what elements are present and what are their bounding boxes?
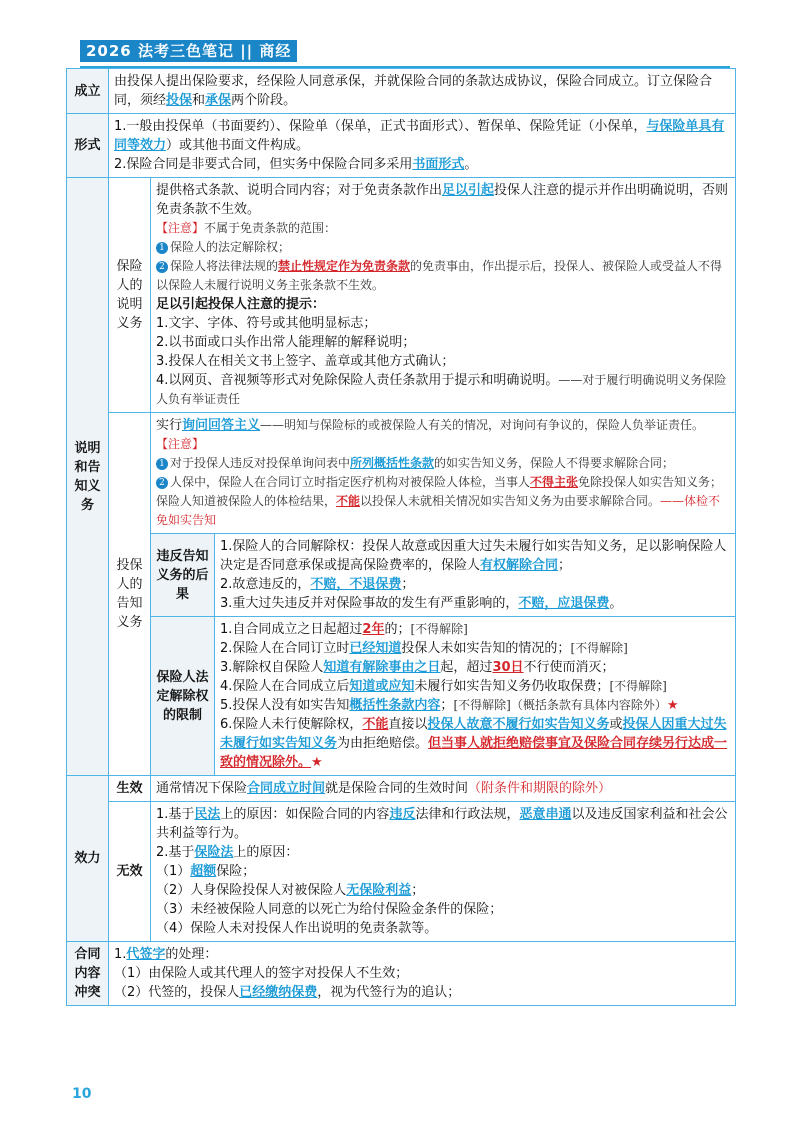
invalid-item-6: （4）保险人未对投保人作出说明的免责条款等。	[156, 921, 438, 936]
invalid-1-keyword-2: 违反	[389, 807, 416, 822]
star-icon: ★	[311, 755, 323, 770]
xingshi-content	[109, 114, 736, 178]
limit-2-b: 投保人未如实告知的情况的；	[401, 641, 571, 656]
explain-note	[156, 219, 730, 238]
explain-text-1b: 投保人注意的提示并作出明确说明，否则免责条款不生效。	[156, 183, 729, 217]
explain-list-2: 2.以书面或口头作出常人能理解的解释说明；	[156, 335, 416, 350]
consequence-3-b: 。	[609, 596, 623, 611]
row-shuoming	[67, 178, 736, 413]
effective-content	[151, 776, 736, 802]
row-head-chongtu: 合同内容冲突	[67, 942, 109, 1006]
row-xiaoli-invalid	[67, 802, 736, 942]
disclose-note-2-keyword-2: 不能	[336, 494, 361, 508]
chongtu-3-keyword: 已经缴纳保费	[239, 985, 318, 1000]
limit-4-tag: [不得解除]	[609, 679, 667, 693]
row-limits	[67, 617, 736, 776]
invalid-3-a: （1）	[156, 864, 191, 879]
disclose-note-title: 【注意】	[156, 437, 205, 451]
limit-5-a: 5.投保人没有如实告知	[220, 698, 350, 713]
circled-number-icon: 1	[156, 458, 168, 470]
chongtu-1-keyword: 代签字	[126, 947, 166, 962]
chongtu-3-b: ，视为代签行为的追认；	[317, 985, 461, 1000]
explain-keyword-1: 足以引起	[442, 183, 495, 198]
consequence-item-1	[220, 537, 730, 575]
effective-text-c: （附条件和期限的除外）	[468, 781, 612, 796]
row-head-xingshi: 形式	[67, 114, 109, 178]
consequence-item-2	[220, 575, 730, 594]
invalid-1-c: 法律和行政法规，	[415, 807, 520, 822]
subhead-insurer-explain: 保险人的说明义务	[109, 178, 151, 413]
chengli-text-1: 由投保人提出保险要求，经保险人同意承保，并就保险合同的条款达成协议，保险合同成立。订立保险合同，须经	[114, 74, 713, 108]
limit-4-keyword: 知道或应知	[349, 679, 415, 694]
subhead-effective: 生效	[109, 776, 151, 802]
explain-text-1a: 提供格式条款、说明合同内容；对于免责条款作出	[156, 183, 443, 198]
circled-number-icon: 2	[156, 477, 168, 489]
consequence-3-a: 3.重大过失违反并对保险事故的发生有严重影响的，	[220, 596, 519, 611]
disclose-note-2-c: 以投保人未就相关情况如实告知义务为由要求解除合同。	[360, 494, 661, 508]
disclose-text-1b: ——明知与保险标的或被保险人有关的情况，对询问有争议的，保险人负举证责任。	[260, 418, 705, 432]
limit-4-b: 未履行如实告知义务仍收取保费；	[414, 679, 610, 694]
explain-note-item-1	[156, 238, 730, 257]
disclose-keyword-1: 询问回答主义	[182, 418, 261, 433]
limit-6-c: 或	[609, 717, 623, 732]
limit-1-b: 的；	[384, 622, 411, 637]
effective-keyword: 合同成立时间	[247, 781, 326, 796]
explain-list-1: 1.文字、字体、符号或其他明显标志；	[156, 316, 377, 331]
row-head-chengli: 成立	[67, 69, 109, 114]
limit-6-keyword-3: 投保人因重大过失未履行如实告知义务	[220, 717, 727, 751]
limit-1-a: 1.自合同成立之日起超过	[220, 622, 363, 637]
invalid-4-b: ；	[411, 883, 425, 898]
limit-5-tag: [不得解除]	[453, 698, 511, 712]
explain-list-3: 3.投保人在相关文书上签字、盖章或其他方式确认；	[156, 354, 455, 369]
invalid-1-keyword: 民法	[194, 807, 221, 822]
explain-note-intro: 不属于免责条款的范围：	[204, 221, 337, 235]
explain-list-4-note: ——对于履行明确说明义务保险人负有举证责任	[156, 373, 727, 406]
consequence-2-b: ；	[401, 577, 415, 592]
xingshi-text-2b: 。	[464, 157, 478, 172]
xingshi-text-2a: 2.保险合同是非要式合同，但实务中保险合同多采用	[114, 157, 413, 172]
invalid-4-keyword: 无保险利益	[346, 883, 412, 898]
limit-6-e: 但当事人就拒绝赔偿事宜及保险合同存续另行达成一致的情况除外。	[220, 736, 728, 770]
subhead-policyholder-disclose: 投保人的告知义务	[109, 413, 151, 776]
limit-6-keyword-2: 投保人故意不履行如实告知义务	[427, 717, 610, 732]
disclose-para-1	[156, 416, 730, 435]
limit-2-keyword: 已经知道	[349, 641, 402, 656]
disclose-note-2-d: ——体检不免如实告知	[156, 494, 721, 527]
limits-content	[215, 617, 736, 776]
disclose-text-1a: 实行	[156, 418, 183, 433]
limit-6-a: 6.保险人未行使解除权，	[220, 717, 363, 732]
row-chengli	[67, 69, 736, 114]
consequence-2-a: 2.故意违反的，	[220, 577, 311, 592]
page-number: 10	[72, 1086, 92, 1102]
limit-3-c: 不行使而消灭；	[523, 660, 615, 675]
xingshi-line-2	[114, 155, 730, 174]
star-icon: ★	[666, 698, 679, 713]
row-xiaoli-effect	[67, 776, 736, 802]
chengli-content	[109, 69, 736, 114]
explain-note-item-2-a: 保险人将法律法规的	[170, 259, 279, 273]
invalid-4-a: （2）人身保险投保人对被保险人	[156, 883, 347, 898]
disclose-note-1-a: 对于投保人违反对投保单询问表中	[170, 456, 351, 470]
invalid-3-keyword: 超额	[190, 864, 217, 879]
insurer-explain-content	[151, 178, 736, 413]
limit-item-4	[220, 677, 730, 696]
invalid-1-b: 上的原因：如保险合同的内容	[220, 807, 390, 822]
chongtu-1-b: 的处理：	[165, 947, 218, 962]
limit-3-b: 起，超过	[440, 660, 493, 675]
limit-3-a: 3.解除权自保险人	[220, 660, 324, 675]
disclose-note-1-b: 的如实告知义务，保险人不得要求解除合同；	[434, 456, 675, 470]
row-xingshi	[67, 114, 736, 178]
limit-item-5	[220, 696, 730, 715]
chengli-text-2: 和	[192, 93, 206, 108]
disclose-note-item-1	[156, 454, 730, 473]
explain-note-item-2-keyword: 禁止性规定作为免责条款	[278, 259, 411, 273]
disclose-note-item-2	[156, 473, 730, 530]
consequence-1-b: ；	[558, 558, 572, 573]
consequence-2-keyword: 不赔，不退保费	[310, 577, 402, 592]
disclose-note-1-keyword: 所列概括性条款	[350, 456, 435, 470]
xingshi-keyword-1: 与保险单具有同等效力	[114, 119, 725, 153]
subhead-invalid: 无效	[109, 802, 151, 942]
disclose-note-2-b: 免除投保人如实告知义务；保险人知道被保险人的体检结果，	[156, 475, 723, 508]
invalid-3-b: 保险；	[216, 864, 256, 879]
invalid-2-a: 2.基于	[156, 845, 195, 860]
row-consequence	[67, 534, 736, 617]
xingshi-text-1b: ）或其他书面文件构成。	[166, 138, 310, 153]
effective-text-b: 就是保险合同的生效时间	[325, 781, 469, 796]
chongtu-3-a: （2）代签的，投保人	[114, 985, 240, 1000]
subhead-consequence: 违反告知义务的后果	[151, 534, 215, 617]
xingshi-text-1a: 1.一般由投保单（书面要约）、保险单（保单，正式书面形式）、暂保单、保险凭证（小保单，	[114, 119, 647, 134]
notes-table	[66, 68, 736, 1006]
limit-2-a: 2.保险人在合同订立时	[220, 641, 350, 656]
explain-para-1	[156, 181, 730, 219]
row-head-shuoming: 说明和告知义务	[67, 178, 109, 776]
invalid-1-keyword-3: 恶意串通	[519, 807, 572, 822]
limit-1-keyword: 2年	[362, 622, 385, 637]
row-chongtu	[67, 942, 736, 1006]
invalid-1-d: 以及违反国家利益和社会公共利益等行为。	[156, 807, 728, 841]
chengli-text-3: 两个阶段。	[231, 93, 297, 108]
consequence-item-3	[220, 594, 730, 613]
disclose-note-2-keyword: 不得主张	[530, 475, 579, 489]
limit-3-keyword: 知道有解除事由之日	[323, 660, 441, 675]
limit-6-keyword: 不能	[362, 717, 389, 732]
limit-item-3	[220, 658, 730, 677]
invalid-item-2	[156, 843, 730, 862]
chongtu-item-1	[114, 945, 730, 964]
explain-subtitle: 足以引起投保人注意的提示：	[156, 297, 326, 312]
xingshi-line-1	[114, 117, 730, 155]
explain-note-item-2-b: 的免责事由，作出提示后，投保人、被保险人或受益人不得以保险人未履行说明义务主张条款不生效。	[156, 259, 723, 292]
consequence-1-a: 1.保险人的合同解除权：投保人故意或因重大过失未履行如实告知义务，足以影响保险人决定是否同意承保或提高保险费率的，保险人	[220, 539, 727, 573]
invalid-1-a: 1.基于	[156, 807, 195, 822]
invalid-2-b: 上的原因：	[233, 845, 299, 860]
explain-note-title: 【注意】	[156, 221, 205, 235]
explain-note-item-2	[156, 257, 730, 295]
limit-item-1	[220, 620, 730, 639]
invalid-item-4	[156, 881, 730, 900]
disclose-intro-content	[151, 413, 736, 534]
page-header-banner: 2026 法考三色笔记 || 商经	[80, 40, 297, 62]
chengli-keyword-chengbao: 承保	[205, 93, 232, 108]
explain-list-4	[156, 371, 730, 409]
limit-6-d: 为由拒绝赔偿。	[337, 736, 429, 751]
limit-5-keyword: 概括性条款内容	[349, 698, 441, 713]
limit-2-tag: [不得解除]	[570, 641, 628, 655]
xingshi-keyword-2: 书面形式	[412, 157, 465, 172]
row-gaozhi-intro	[67, 413, 736, 534]
chongtu-1-a: 1.	[114, 947, 127, 962]
invalid-2-keyword: 保险法	[194, 845, 234, 860]
limit-item-6	[220, 715, 730, 772]
chongtu-item-2: （1）由保险人或其代理人的签字对投保人不生效；	[114, 966, 409, 981]
limit-6-b: 直接以	[388, 717, 428, 732]
chongtu-content	[109, 942, 736, 1006]
limit-5-c: （概括条款有具体内容除外）	[510, 698, 667, 712]
limit-1-tag: [不得解除]	[410, 622, 468, 636]
subhead-limits: 保险人法定解除权的限制	[151, 617, 215, 776]
circled-number-icon: 2	[156, 261, 168, 273]
invalid-content	[151, 802, 736, 942]
consequence-content	[215, 534, 736, 617]
row-head-xiaoli: 效力	[67, 776, 109, 942]
explain-note-item-1-text: 保险人的法定解除权；	[170, 240, 291, 254]
circled-number-icon: 1	[156, 242, 168, 254]
effective-text-a: 通常情况下保险	[156, 781, 248, 796]
consequence-1-keyword: 有权解除合同	[480, 558, 559, 573]
limit-item-2	[220, 639, 730, 658]
consequence-3-keyword: 不赔，应退保费	[518, 596, 610, 611]
invalid-item-5: （3）未经被保险人同意的以死亡为给付保险金条件的保险；	[156, 902, 503, 917]
invalid-item-1	[156, 805, 730, 843]
explain-list-4-a: 4.以网页、音视频等形式对免除保险人责任条款用于提示和明确说明。	[156, 373, 559, 388]
invalid-item-3	[156, 862, 730, 881]
chongtu-item-3	[114, 983, 730, 1002]
disclose-note-2-a: 人保中，保险人在合同订立时指定医疗机构对被保险人体检，当事人	[170, 475, 531, 489]
limit-4-a: 4.保险人在合同成立后	[220, 679, 350, 694]
chengli-keyword-toubao: 投保	[166, 93, 193, 108]
limit-5-b: ；	[440, 698, 454, 713]
limit-3-keyword-2: 30日	[492, 660, 524, 675]
